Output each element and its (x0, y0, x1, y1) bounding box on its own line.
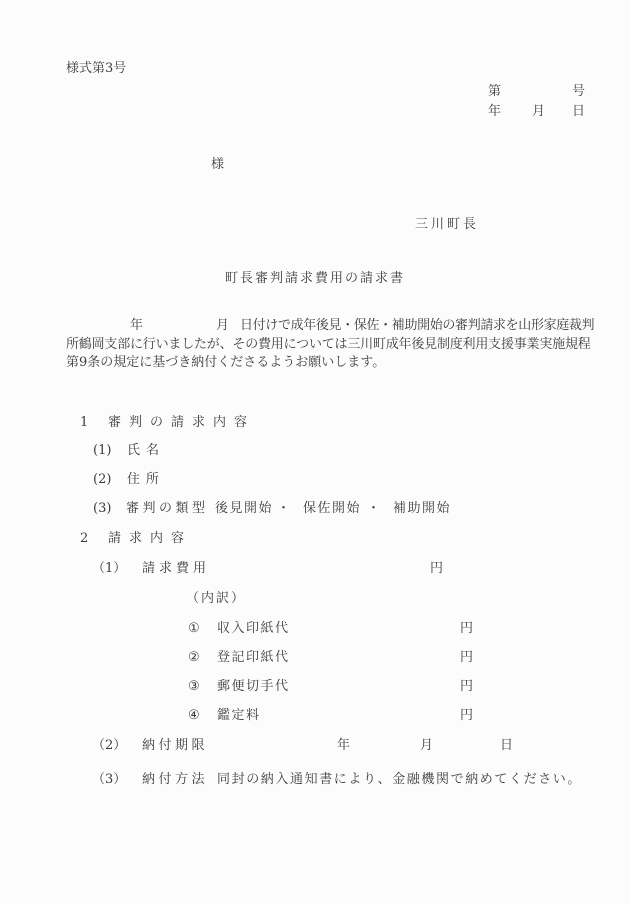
body-line1: 日付けで成年後見・保佐・補助開始の審判請求を山形家庭裁判 (240, 318, 595, 333)
breakdown-label: （内訳） (186, 591, 247, 606)
breakdown-item1-number: ① (188, 621, 200, 636)
breakdown-item2-number: ② (188, 650, 200, 665)
body-month-label: 月 (216, 318, 230, 333)
due-year-label: 年 (337, 738, 351, 753)
yen-unit-label: 円 (460, 679, 474, 694)
breakdown-item4-number: ④ (188, 708, 200, 723)
section2-number: 2 (80, 531, 89, 546)
section2-item3-number: （3） (92, 772, 127, 787)
adjudication-type-option-hosa: 保佐開始 (303, 501, 362, 516)
doc-number-suffix: 号 (572, 84, 586, 99)
date-month-label: 月 (532, 104, 546, 119)
breakdown-item4-label: 鑑定料 (217, 708, 261, 723)
option-separator-dot: ・ (367, 501, 381, 516)
breakdown-item3-label: 郵便切手代 (217, 679, 290, 694)
section1-item3-label: 審判の類型 (126, 501, 209, 516)
document-title: 町長審判請求費用の請求書 (224, 271, 405, 286)
yen-unit-label: 円 (430, 561, 444, 576)
option-separator-dot: ・ (277, 501, 291, 516)
section2-item2-label: 納付期限 (142, 738, 209, 753)
section2-item1-label: 請求費用 (142, 561, 211, 576)
due-month-label: 月 (420, 738, 434, 753)
sender-title: 三川町長 (415, 217, 480, 232)
section1-item2-label: 住所 (127, 472, 166, 487)
addressee-honorific: 様 (211, 157, 225, 172)
yen-unit-label: 円 (460, 650, 474, 665)
section2-item1-number: （1） (92, 561, 127, 576)
section1-number: 1 (80, 415, 89, 430)
adjudication-type-option-kouken: 後見開始 (215, 501, 274, 516)
section2-heading: 請求内容 (108, 531, 193, 546)
section1-item3-number: (3) (93, 501, 112, 516)
section1-heading: 審判の請求内容 (108, 415, 256, 430)
section1-item1-number: (1) (93, 443, 112, 458)
body-line3: 第9条の規定に基づき納付くださるようお願いします。 (66, 355, 386, 370)
breakdown-item1-label: 収入印紙代 (217, 621, 290, 636)
body-line2: 所鶴岡支部に行いましたが、その費用については三川町成年後見制度利用支援事業実施規程 (66, 337, 591, 352)
section1-item1-label: 氏名 (127, 443, 166, 458)
payment-method-text: 同封の納入通知書により、金融機関で納めてください。 (217, 772, 583, 787)
date-day-label: 日 (572, 104, 586, 119)
breakdown-item2-label: 登記印紙代 (217, 650, 290, 665)
yen-unit-label: 円 (460, 708, 474, 723)
section2-item3-label: 納付方法 (142, 772, 209, 787)
due-day-label: 日 (500, 738, 514, 753)
doc-number-prefix: 第 (488, 84, 502, 99)
section2-item2-number: （2） (92, 738, 127, 753)
yen-unit-label: 円 (460, 621, 474, 636)
date-year-label: 年 (488, 104, 502, 119)
breakdown-item3-number: ③ (188, 679, 200, 694)
adjudication-type-option-hojo: 補助開始 (393, 501, 452, 516)
body-year-label: 年 (130, 318, 144, 333)
form-number: 様式第3号 (66, 61, 127, 76)
section1-item2-number: (2) (93, 472, 112, 487)
